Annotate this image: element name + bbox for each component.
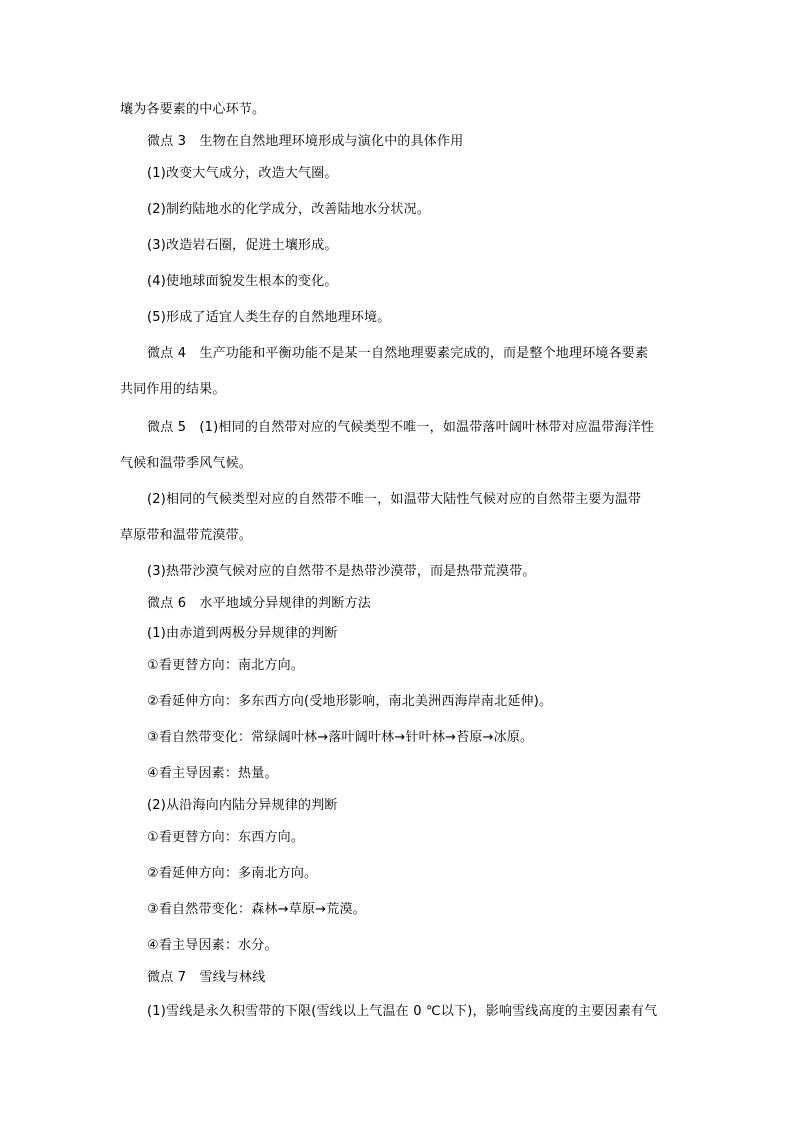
paragraph-line: 气候和温带季风气候。 <box>120 456 253 471</box>
list-item: ④看主导因素：水分。 <box>147 938 278 953</box>
section-heading-3: 微点 3 生物在自然地理环境形成与演化中的具体作用 <box>147 134 464 149</box>
paragraph-line: 共同作用的结果。 <box>120 382 226 397</box>
list-item: ③看自然带变化：森林→草原→荒漠。 <box>147 902 366 917</box>
list-item: (5)形成了适宜人类生存的自然地理环境。 <box>147 310 391 325</box>
list-item: ①看更替方向：南北方向。 <box>147 658 305 673</box>
list-item: ④看主导因素：热量。 <box>147 766 278 781</box>
paragraph-line: (2)相同的气候类型对应的自然带不唯一，如温带大陆性气候对应的自然带主要为温带 <box>147 492 642 507</box>
paragraph-line: (3)热带沙漠气候对应的自然带不是热带沙漠带，而是热带荒漠带。 <box>147 564 536 579</box>
list-item: ③看自然带变化：常绿阔叶林→落叶阔叶林→针叶林→苔原→冰原。 <box>147 730 534 745</box>
list-item: (2)制约陆地水的化学成分，改善陆地水分状况。 <box>147 202 431 217</box>
section-heading-4: 微点 4 生产功能和平衡功能不是某一自然地理要素完成的，而是整个地理环境各要素 <box>147 346 649 361</box>
list-item: ②看延伸方向：多南北方向。 <box>147 866 318 881</box>
section-heading-6: 微点 6 水平地域分异规律的判断方法 <box>147 596 372 611</box>
list-item: (1)改变大气成分，改造大气圈。 <box>147 166 338 181</box>
section-heading-5: 微点 5 (1)相同的自然带对应的气候类型不唯一，如温带落叶阔叶林带对应温带海洋性 <box>147 420 655 435</box>
list-item: ②看延伸方向：多东西方向(受地形影响，南北美洲西海岸南北延伸)。 <box>147 694 553 709</box>
list-item: ①看更替方向：东西方向。 <box>147 830 305 845</box>
paragraph-line: 草原带和温带荒漠带。 <box>120 528 253 543</box>
list-item: (3)改造岩石圈，促进土壤形成。 <box>147 238 338 253</box>
paragraph-line: (1)雪线是永久积雪带的下限(雪线以上气温在 0 ℃以下)，影响雪线高度的主要因素有气 <box>147 1004 658 1019</box>
paragraph-line: 壤为各要素的中心环节。 <box>120 102 266 117</box>
list-item: (4)使地球面貌发生根本的变化。 <box>147 274 338 289</box>
sub-heading: (1)由赤道到两极分异规律的判断 <box>147 626 338 641</box>
sub-heading: (2)从沿海向内陆分异规律的判断 <box>147 798 338 813</box>
section-heading-7: 微点 7 雪线与林线 <box>147 970 266 985</box>
